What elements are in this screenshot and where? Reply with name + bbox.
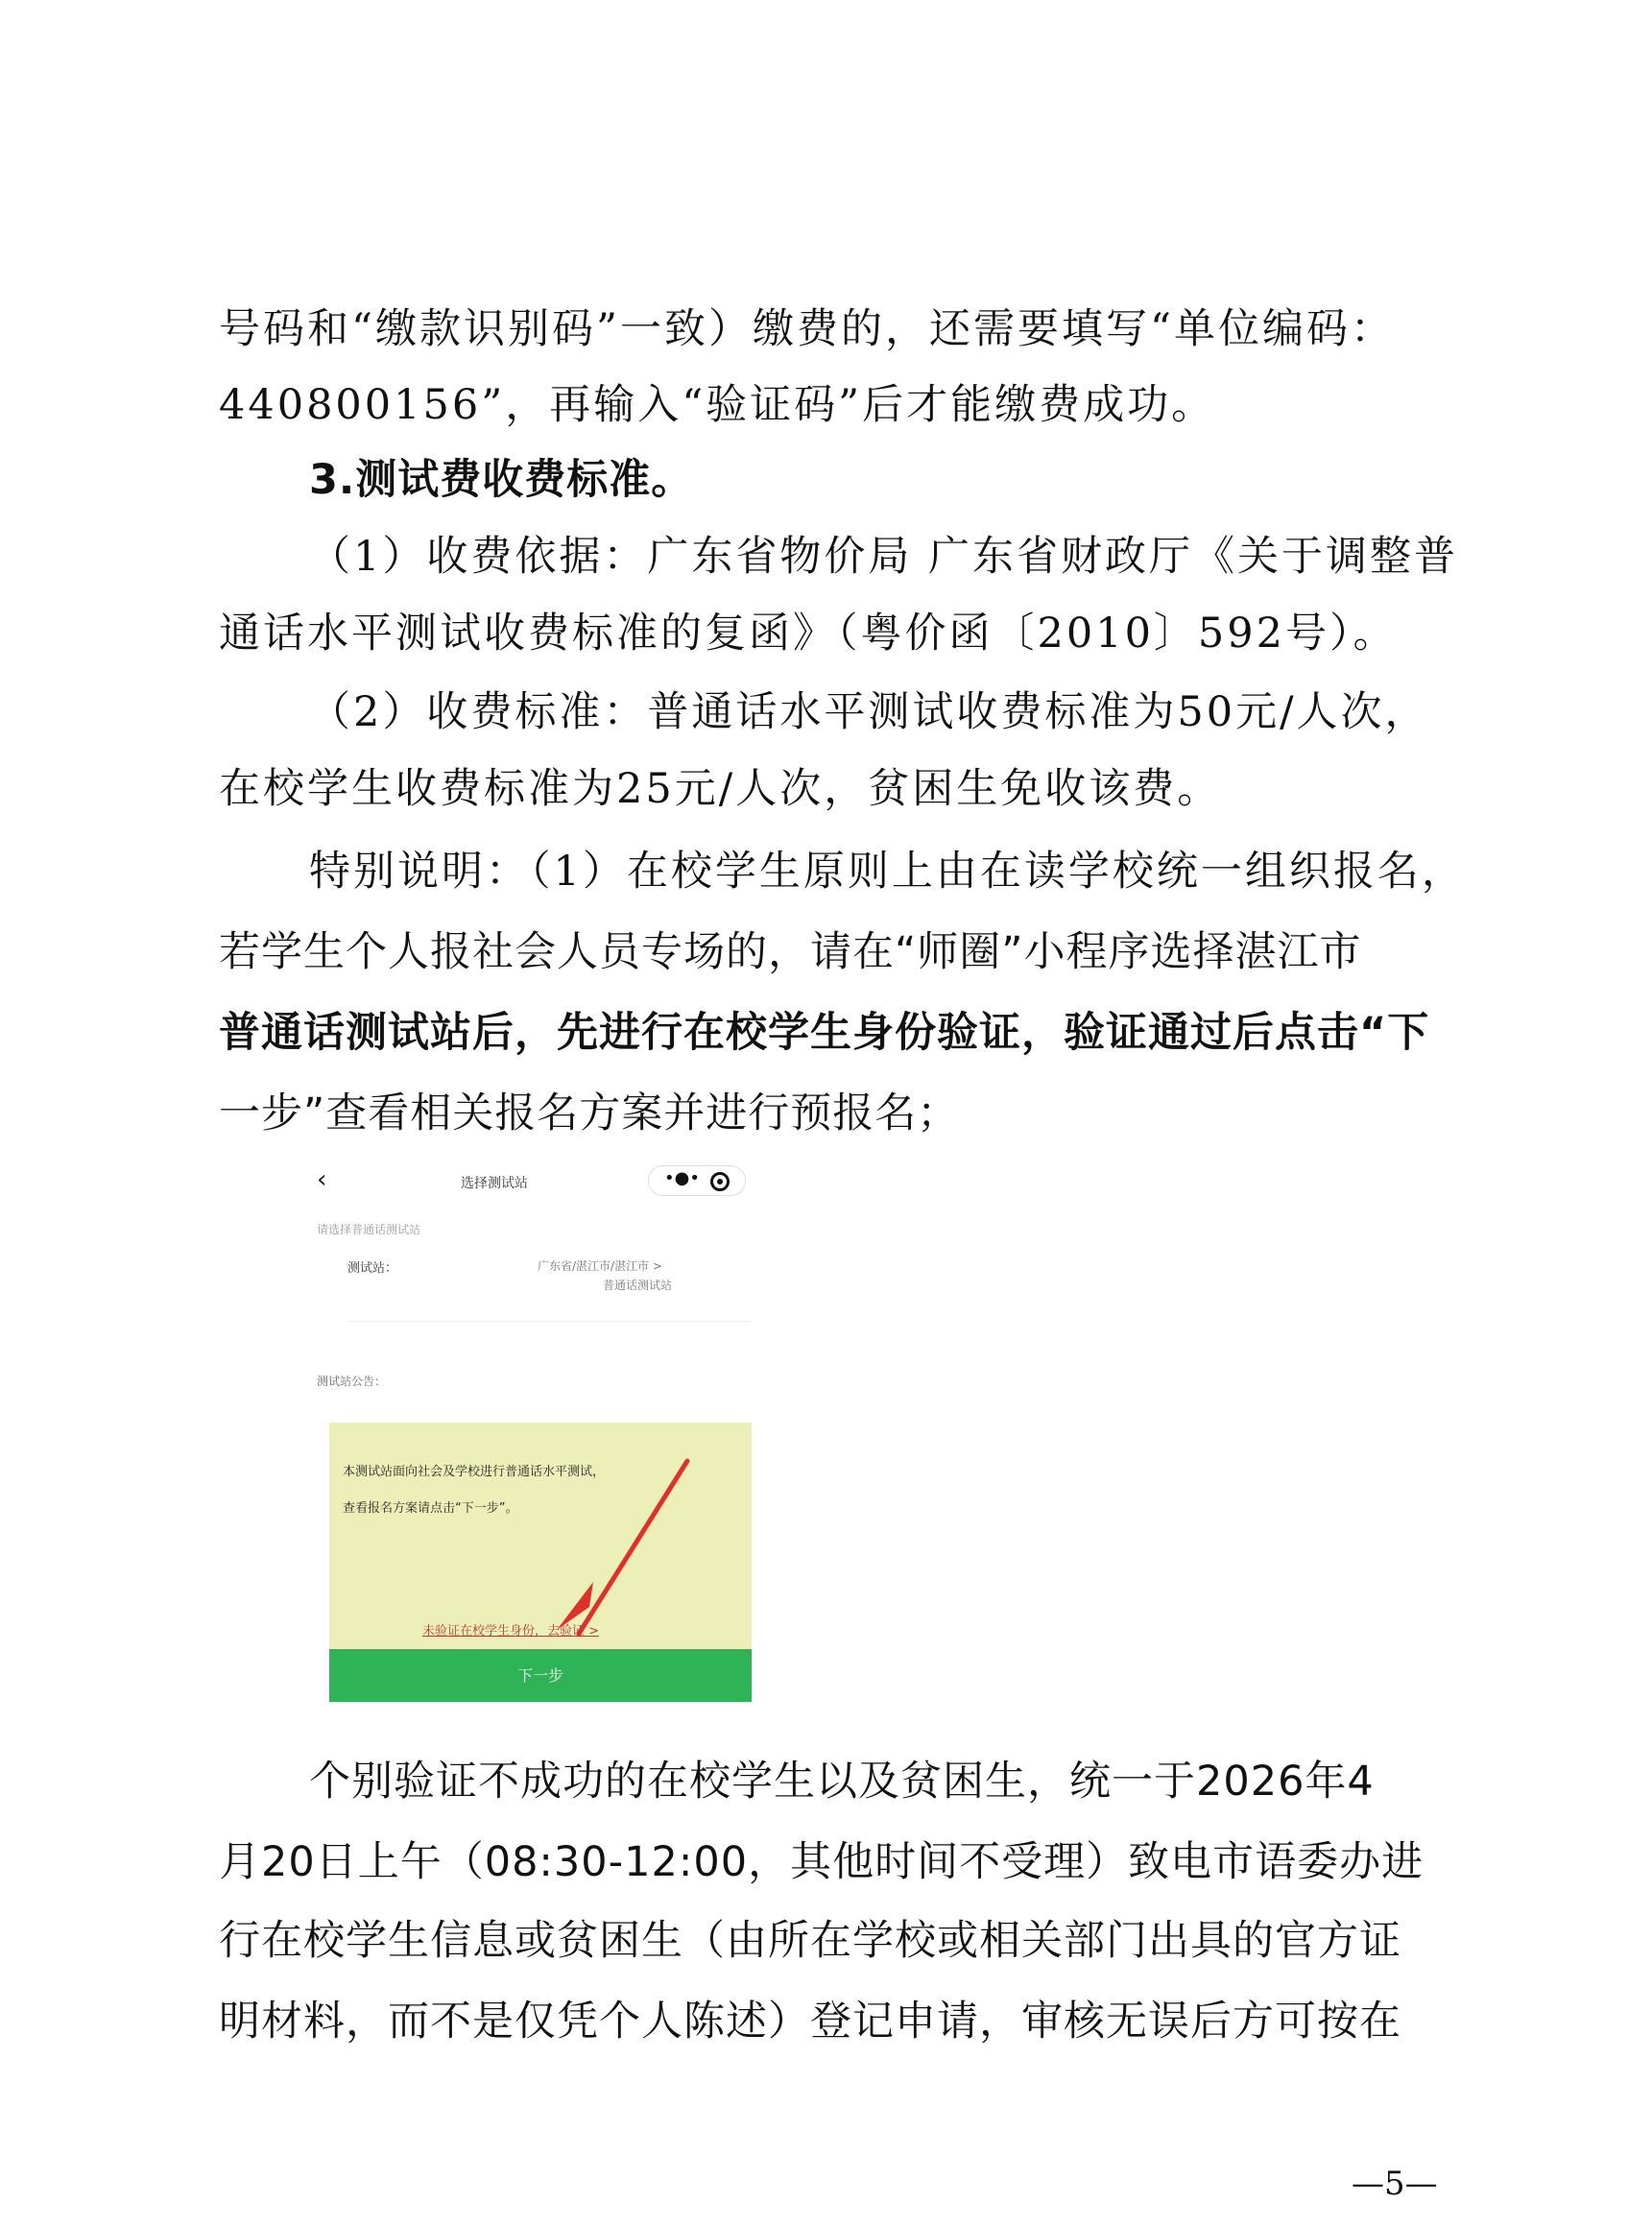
text-line: 一步”查看相关报名方案并进行预报名； xyxy=(219,1089,960,1137)
notice-line: 本测试站面向社会及学校进行普通话水平测试， xyxy=(343,1465,606,1479)
miniapp-title: 选择测试站 xyxy=(461,1176,528,1191)
text-line: （2）收费标准：普通话水平测试收费标准为50元/人次， xyxy=(309,688,1429,736)
more-dots-icon[interactable]: •●• xyxy=(664,1168,700,1188)
text-line: 月20日上午（08:30-12:00，其他时间不受理）致电市语委办进 xyxy=(219,1838,1425,1886)
text-line: 普通话测试站后，先进行在校学生身份验证，验证通过后点击“下 xyxy=(219,1009,1430,1057)
announcement-label: 测试站公告： xyxy=(317,1375,387,1388)
embedded-screenshot xyxy=(317,1163,747,1728)
station-value[interactable]: 广东省/湛江市/湛江市 > xyxy=(538,1259,662,1273)
next-step-button[interactable]: 下一步 xyxy=(329,1649,752,1702)
section-label: 请选择普通话测试站 xyxy=(317,1223,421,1236)
chevron-left-icon[interactable]: ‹ xyxy=(317,1165,327,1194)
text-line: 通话水平测试收费标准的复函》（粤价函〔2010〕592号）。 xyxy=(219,610,1398,658)
text-line: 号码和“缴款识别码”一致）缴费的，还需要填写“单位编码： xyxy=(219,305,1395,353)
text-line: 在校学生收费标准为25元/人次，贫困生免收该费。 xyxy=(219,765,1222,813)
text-line: 明材料，而不是仅凭个人陈述）登记申请，审核无误后方可按在 xyxy=(219,1998,1401,2046)
text-line: 若学生个人报社会人员专场的，请在“师圈”小程序选择湛江市 xyxy=(219,928,1362,976)
text-line: 440800156”，再输入“验证码”后才能缴费成功。 xyxy=(219,381,1216,429)
text-line: 个别验证不成功的在校学生以及贫困生，统一于2026年4 xyxy=(309,1758,1375,1806)
text-line: 特别说明：（1）在校学生原则上由在读学校统一组织报名， xyxy=(309,848,1466,896)
notice-line: 查看报名方案请点击“下一步”。 xyxy=(343,1501,518,1516)
page-number: —5— xyxy=(1352,2165,1438,2203)
section-heading: 3.测试费收费标准。 xyxy=(309,456,694,504)
red-arrow-annotation xyxy=(317,1163,747,1728)
station-value-line2: 普通话测试站 xyxy=(603,1279,673,1292)
station-label: 测试站： xyxy=(347,1261,398,1276)
text-line: 行在校学生信息或贫困生（由所在学校或相关部门出具的官方证 xyxy=(219,1917,1401,1965)
verify-student-link[interactable]: 未验证在校学生身份，去验证 > xyxy=(422,1624,600,1639)
text-line: （1）收费依据：广东省物价局 广东省财政厅《关于调整普 xyxy=(309,533,1459,581)
